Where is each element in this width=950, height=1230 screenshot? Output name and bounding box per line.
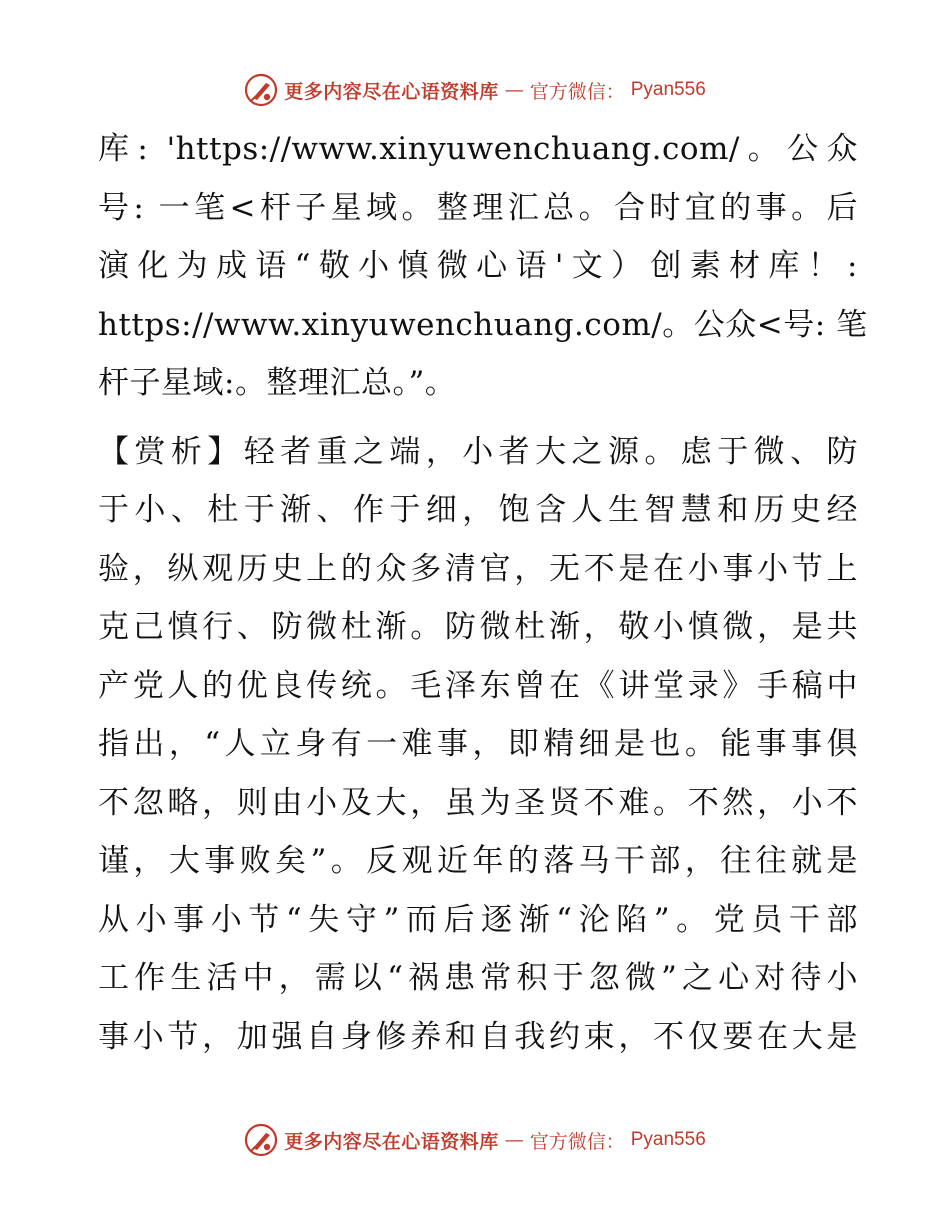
banner-dash: —: [504, 79, 524, 101]
text-line: 谨，大事败矣”。反观近年的落马干部，往往就是: [98, 843, 858, 879]
banner-site-text: 更多内容尽在心语资料库: [284, 1130, 499, 1153]
footer-banner: [0, 1120, 950, 1160]
text-line: 库: 'https://www.xinyuwenchuang.com/。公众: [98, 131, 858, 167]
text-line: 产党人的优良传统。毛泽东曾在《讲堂录》手稿中: [98, 667, 858, 704]
quill-pen-logo-icon: [244, 73, 278, 107]
text-line: 事小节，加强自身修养和自我约束，不仅要在大是: [98, 1018, 858, 1055]
footer-banner-inner: [244, 1123, 706, 1157]
text-line: 工作生活中，需以“祸患常积于忽微”之心对待小: [98, 960, 858, 996]
text-line: 【赏析】轻者重之端，小者大之源。虑于微、防: [98, 433, 858, 470]
text-line: 于小、杜于渐、作于细，饱含人生智慧和历史经: [98, 492, 858, 528]
banner-wechat-label: 官方微信：: [529, 1130, 625, 1153]
banner-dash: —: [504, 1129, 524, 1151]
text-line: 不忽略，则由小及大，虽为圣贤不难。不然，小不: [98, 784, 858, 821]
text-line: 克己慎行、防微杜渐。防微杜渐，敬小慎微，是共: [98, 609, 858, 645]
banner-wechat-id: Pyan556: [630, 79, 706, 100]
quill-pen-logo-icon: [244, 1123, 278, 1157]
text-line: 杆子星域:。整理汇总。”。: [98, 365, 457, 401]
banner-site-text: 更多内容尽在心语资料库: [284, 80, 499, 103]
text-line: 指出，“人立身有一难事，即精细是也。能事事俱: [98, 726, 858, 762]
document-body: [98, 120, 868, 1066]
banner-wechat-label: 官方微信：: [529, 80, 625, 103]
text-line: 号: 一笔<杆子星域。整理汇总。合时宜的事。后: [98, 189, 858, 226]
header-banner: [0, 70, 950, 110]
text-line: 从小事小节“失守”而后逐渐“沦陷”。党员干部: [98, 901, 858, 938]
banner-wechat-id: Pyan556: [630, 1129, 706, 1150]
header-banner-inner: [244, 73, 706, 107]
text-line: https://www.xinyuwenchuang.com/。公众<号: 笔: [98, 306, 868, 343]
text-line: 验，纵观历史上的众多清官，无不是在小事小节上: [98, 550, 858, 587]
text-line: 演化为成语“敬小慎微心语'文）创素材库！:: [98, 248, 858, 284]
